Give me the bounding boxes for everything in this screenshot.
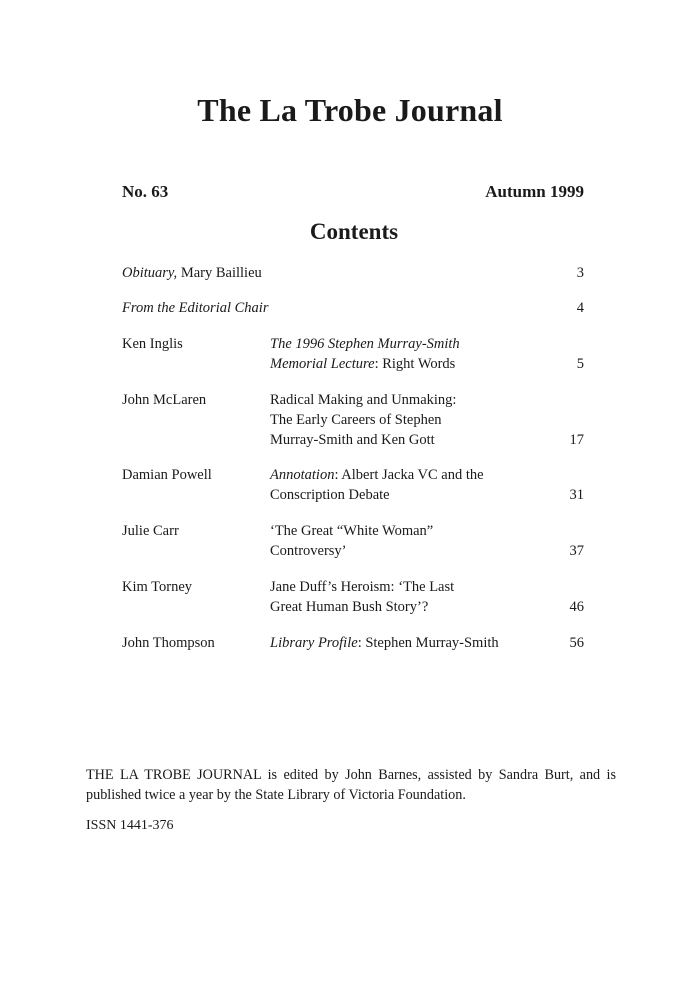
entry-author: Julie Carr — [122, 523, 179, 539]
issn: ISSN 1441-376 — [86, 818, 174, 833]
entry-title: Library Profile: Stephen Murray-Smith — [270, 635, 499, 651]
toc-entry-powell[interactable] — [122, 465, 584, 505]
page-number: 31 — [569, 487, 584, 503]
page-number: 5 — [576, 356, 584, 372]
journal-title: The La Trobe Journal — [197, 92, 503, 128]
entry-author: Kim Torney — [122, 579, 193, 595]
toc-entry-mclaren[interactable] — [122, 390, 584, 450]
page-number: 17 — [569, 432, 584, 448]
issue-number: No. 63 — [122, 182, 169, 201]
entry-title: From the Editorial Chair — [122, 300, 269, 316]
page-number: 4 — [576, 300, 584, 316]
entry-author: Ken Inglis — [122, 336, 183, 352]
toc-entry-inglis[interactable] — [122, 334, 584, 374]
page-number: 37 — [569, 543, 584, 559]
toc-entry-torney[interactable] — [122, 577, 584, 617]
page-number: 3 — [576, 265, 584, 281]
entry-title: Annotation: Albert Jacka VC and the Conscription Debate — [270, 467, 484, 503]
entry-title: The 1996 Stephen Murray-Smith Memorial Lecture: Right Words — [270, 336, 460, 372]
page-number: 56 — [569, 635, 584, 651]
issue-season: Autumn 1999 — [485, 182, 584, 201]
page-number: 46 — [569, 599, 584, 615]
contents-heading: Contents — [309, 219, 399, 244]
entry-title: ‘The Great “White Woman” Controversy’ — [270, 523, 434, 559]
entry-title: Mary Baillieu — [177, 265, 262, 281]
publication-note: THE LA TROBE JOURNAL is edited by John Barnes, assisted by Sandra Burt, and is published twice a year by the State Library of Victoria Foundation. — [86, 767, 616, 803]
entry-title: Jane Duff’s Heroism: ‘The Last Great Human Bush Story’? — [270, 579, 455, 615]
toc-entry-thompson[interactable] — [122, 633, 584, 653]
entry-prefix: Obituary, — [122, 265, 178, 281]
toc-entry-carr[interactable] — [122, 521, 584, 561]
entry-author: Damian Powell — [122, 467, 212, 483]
toc-entry-obituary[interactable] — [122, 263, 584, 283]
toc-entry-editorial[interactable] — [122, 298, 584, 318]
entry-author: John McLaren — [122, 392, 207, 408]
entry-title: Radical Making and Unmaking: The Early Careers of Stephen Murray-Smith and Ken Gott — [270, 392, 457, 448]
entry-author: John Thompson — [122, 635, 215, 651]
